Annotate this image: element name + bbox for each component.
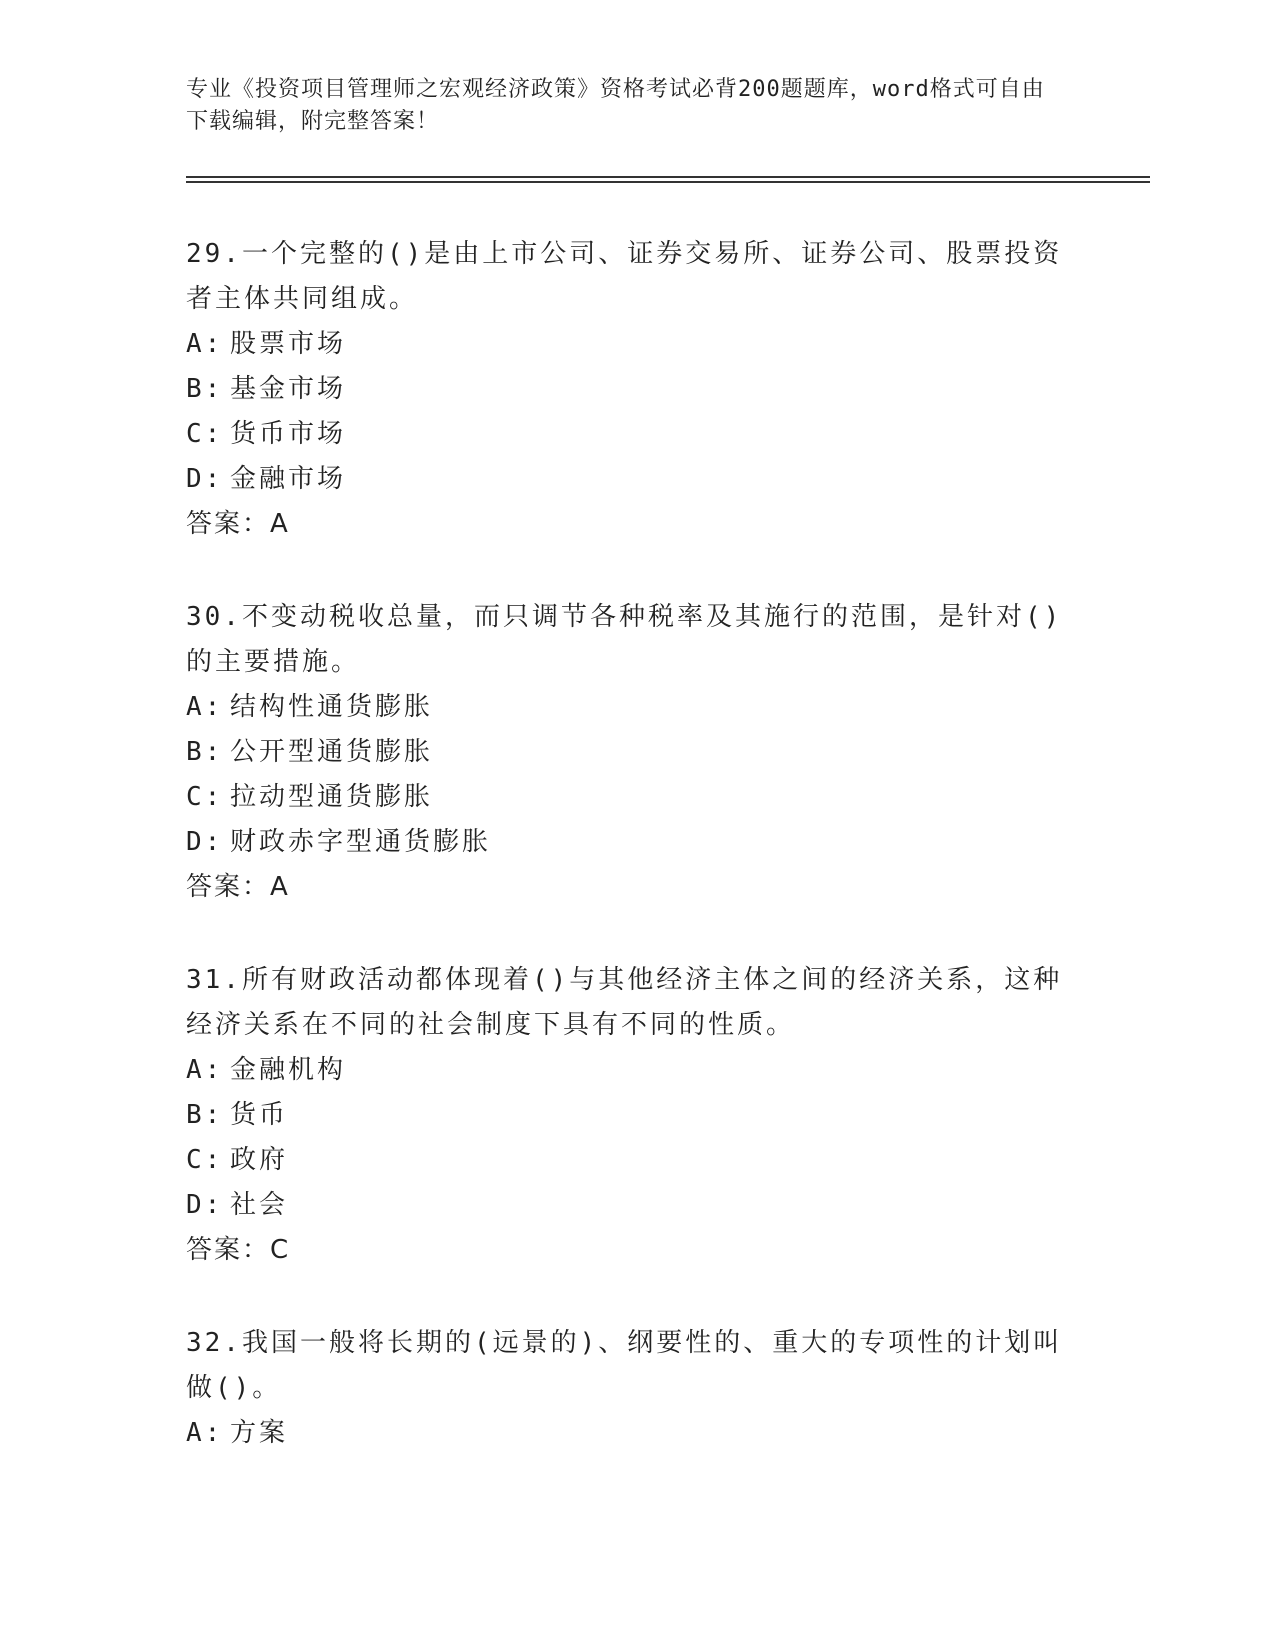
option-letter: A: (186, 1055, 224, 1085)
option-text: 金融机构 (230, 1055, 347, 1085)
option-c (186, 1138, 1066, 1183)
option-text: 基金市场 (230, 374, 347, 404)
option-letter: A: (186, 692, 224, 722)
option-letter: A: (186, 329, 224, 359)
option-text: 货币市场 (230, 419, 347, 449)
answer-line: 答案：A (186, 872, 290, 902)
header-title: 专业《投资项目管理师之宏观经济政策》资格考试必背200题题库，word格式可自由下载编辑，附完整答案！ (186, 77, 1045, 134)
question-stem: 32.我国一般将长期的(远景的)、纲要性的、重大的专项性的计划叫做()。 (186, 1328, 1063, 1403)
option-text: 股票市场 (230, 329, 347, 359)
question-stem: 29.一个完整的()是由上市公司、证券交易所、证券公司、股票投资者主体共同组成。 (186, 239, 1063, 314)
option-a (186, 685, 1066, 730)
option-text: 金融市场 (230, 464, 347, 494)
option-letter: D: (186, 464, 224, 494)
option-text: 财政赤字型通货膨胀 (230, 827, 492, 857)
question-31 (186, 958, 1066, 1273)
option-letter: D: (186, 827, 224, 857)
question-stem: 31.所有财政活动都体现着()与其他经济主体之间的经济关系，这种经济关系在不同的社会制度下具有不同的性质。 (186, 965, 1063, 1040)
option-a (186, 1048, 1066, 1093)
option-d (186, 820, 1066, 865)
question-30 (186, 595, 1066, 910)
option-text: 拉动型通货膨胀 (230, 782, 434, 812)
header-divider-bottom (186, 181, 1150, 183)
option-letter: C: (186, 419, 224, 449)
option-text: 政府 (230, 1145, 289, 1175)
option-text: 社会 (230, 1190, 289, 1220)
option-c (186, 775, 1066, 820)
option-b (186, 1093, 1066, 1138)
option-b (186, 730, 1066, 775)
option-d (186, 1183, 1066, 1228)
question-32 (186, 1321, 1066, 1456)
option-d (186, 457, 1066, 502)
option-letter: B: (186, 1100, 224, 1130)
option-b (186, 367, 1066, 412)
option-letter: A: (186, 1418, 224, 1448)
option-text: 结构性通货膨胀 (230, 692, 434, 722)
option-a (186, 1411, 1066, 1456)
option-letter: C: (186, 782, 224, 812)
option-letter: B: (186, 374, 224, 404)
question-29 (186, 232, 1066, 547)
option-text: 货币 (230, 1100, 289, 1130)
document-header (186, 74, 1066, 138)
option-letter: B: (186, 737, 224, 767)
option-text: 公开型通货膨胀 (230, 737, 434, 767)
option-letter: C: (186, 1145, 224, 1175)
option-letter: D: (186, 1190, 224, 1220)
question-stem: 30.不变动税收总量，而只调节各种税率及其施行的范围，是针对()的主要措施。 (186, 602, 1063, 677)
option-a (186, 322, 1066, 367)
answer-line: 答案：A (186, 509, 290, 539)
header-divider-top (186, 176, 1150, 178)
answer-line: 答案：C (186, 1235, 291, 1265)
option-c (186, 412, 1066, 457)
option-text: 方案 (230, 1418, 289, 1448)
